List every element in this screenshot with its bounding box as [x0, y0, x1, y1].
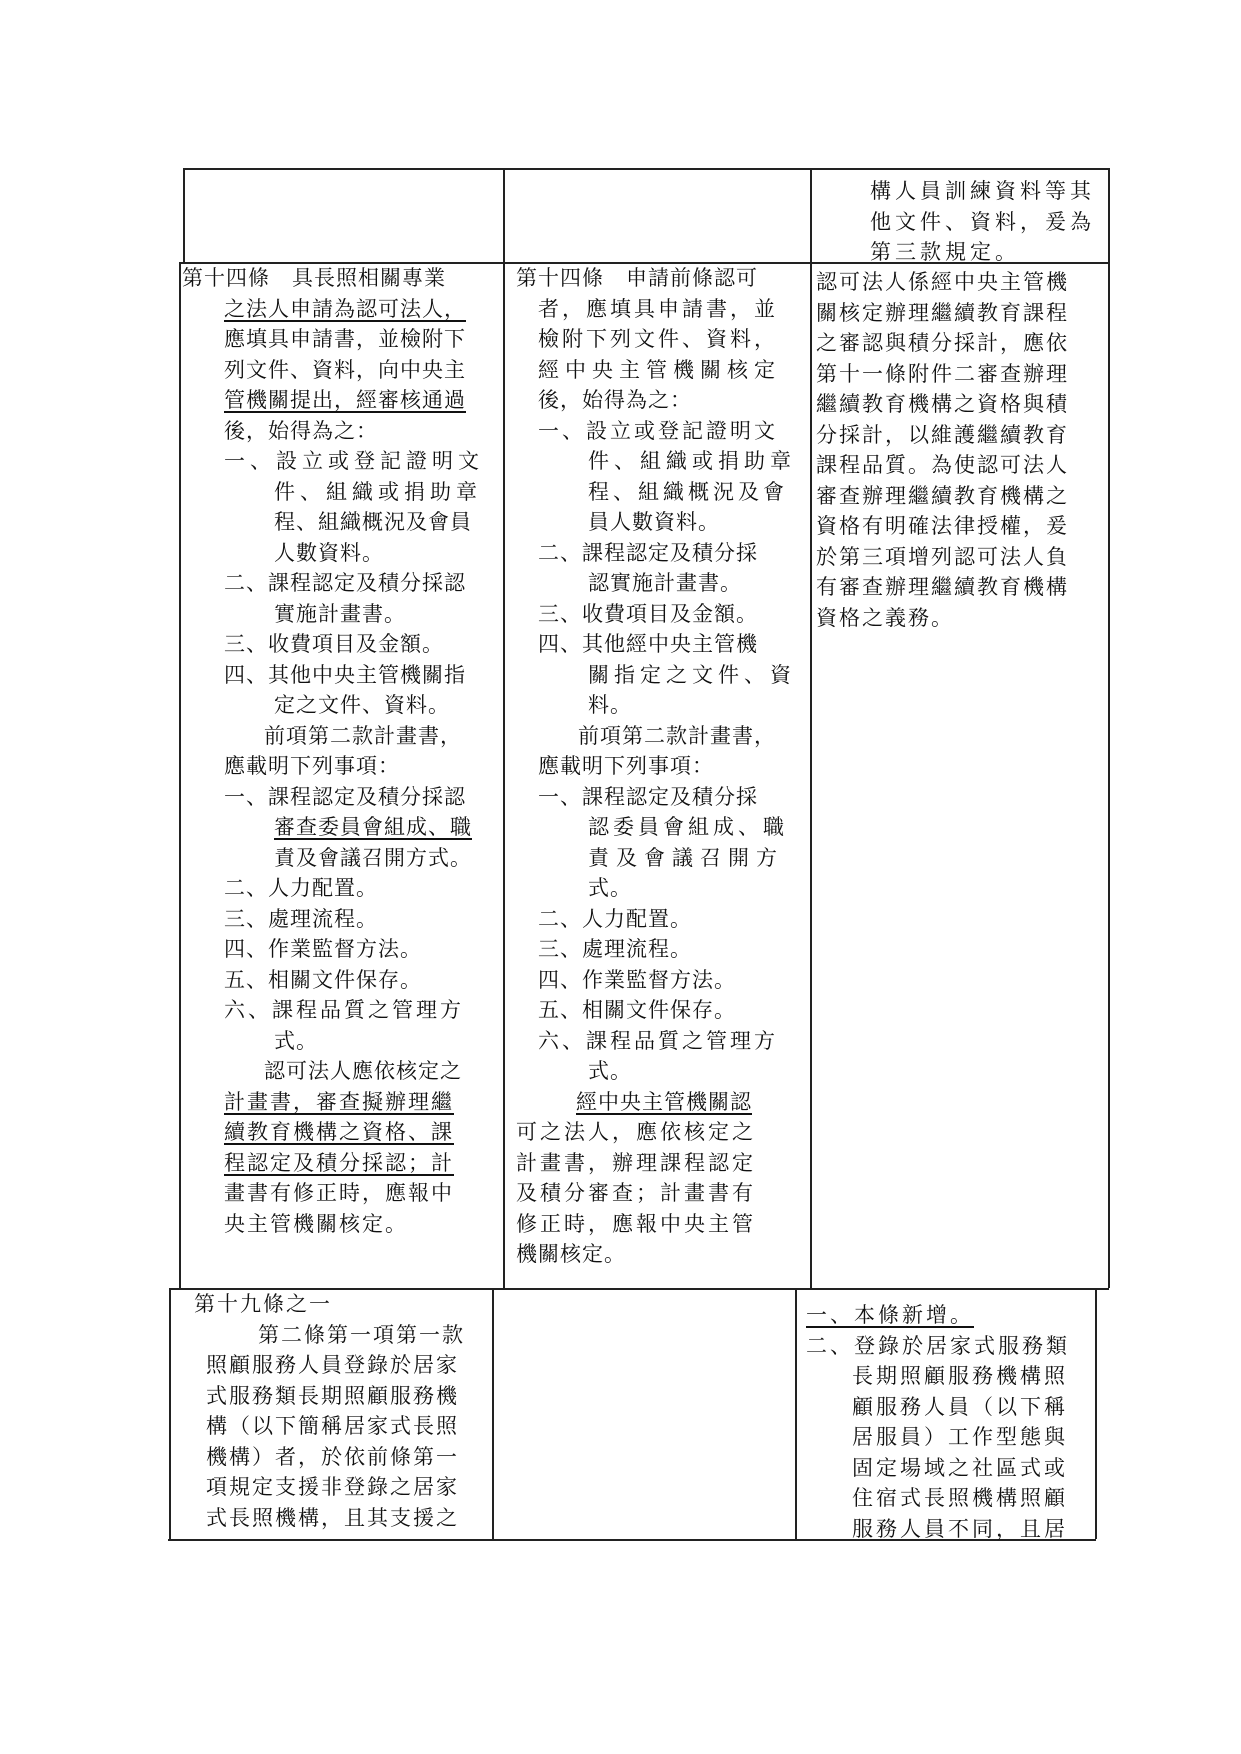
list-item: 一、課程認定及積分採: [538, 784, 758, 809]
list-item: 四、其他中央主管機關指: [224, 662, 466, 687]
column-divider-1b: [492, 1288, 494, 1539]
list-item: 二、登錄於居家式服務類: [806, 1333, 1070, 1358]
list-item: 二、課程認定及積分採認: [224, 571, 466, 595]
list-item-cont: 料。: [588, 693, 632, 717]
text-line: 機構）者，於依前條第一: [206, 1444, 459, 1469]
list-item: 二、人力配置。: [224, 876, 378, 900]
list-item-cont: 責及會議召開方: [588, 845, 784, 870]
list-item: 二、課程認定及積分採: [538, 540, 758, 565]
list-item-cont: 程、組織概況及會: [588, 479, 788, 504]
text-line: 第十一條附件二審查辦理: [816, 361, 1069, 386]
text-line: 者，應填具申請書，並: [538, 296, 778, 321]
list-item-cont: 審查委員會組成、職: [274, 815, 472, 839]
text-line: 管機關提出，經審核通過: [224, 388, 466, 412]
list-item-cont: 關指定之文件、資: [588, 662, 796, 687]
text-line: 認可法人係經中央主管機: [816, 270, 1069, 294]
list-item-cont: 人數資料。: [274, 540, 384, 565]
list-item-cont: 件、組織或捐助章: [274, 479, 482, 504]
text-line: 計畫書，辦理課程認定: [516, 1150, 756, 1175]
table-right-border-2: [1095, 1288, 1097, 1539]
paragraph-start: 前項第二款計畫書，: [264, 723, 462, 748]
column-divider-1: [503, 168, 505, 1288]
table-right-border: [1108, 168, 1110, 1288]
text-line: 計畫書，審查擬辦理繼: [224, 1089, 454, 1114]
list-item: 一、設立或登記證明文: [224, 449, 484, 473]
list-item-cont: 程、組織概況及會員: [274, 510, 472, 534]
paragraph-start: 認可法人應依核定之: [264, 1059, 462, 1083]
list-item-cont: 居服員）工作型態與: [852, 1425, 1068, 1449]
text-line: 於第三項增列認可法人負: [816, 544, 1069, 569]
row2-explanation-cell: [816, 267, 1106, 633]
text-line: 修正時，應報中央主管: [516, 1211, 756, 1236]
list-item-cont: 認委員會組成、職: [588, 815, 788, 839]
text-line: 關核定辦理繼續教育課程: [816, 300, 1069, 325]
table-left-border: [183, 168, 185, 262]
list-item-cont: 顧服務人員（以下稱: [852, 1394, 1068, 1419]
list-item-cont: 住宿式長照機構照顧: [852, 1486, 1068, 1510]
list-item-cont: 長期照顧服務機構照: [852, 1364, 1068, 1388]
list-item: 六、課程品質之管理方: [224, 998, 464, 1022]
list-item: 四、其他經中央主管機: [538, 632, 758, 656]
list-item-cont: 件、組織或捐助章: [588, 449, 796, 473]
list-item-cont: 責及會議召開方式。: [274, 845, 472, 870]
text-line: 經中央主管機關核定: [538, 357, 781, 382]
text-line: 可之法人，應依核定之: [516, 1120, 756, 1144]
text-line: 資格有明確法律授權，爰: [816, 514, 1069, 538]
list-item: 三、收費項目及金額。: [224, 632, 444, 656]
text-line: 之審認與積分採計，應依: [816, 331, 1069, 355]
list-item: 三、處理流程。: [538, 937, 692, 961]
text-line: 繼續教育機構之資格與積: [816, 392, 1069, 416]
list-item-cont: 式。: [588, 1059, 632, 1083]
text-line: 應載明下列事項：: [224, 754, 400, 778]
list-item: 四、作業監督方法。: [224, 937, 422, 961]
text-line: 之法人申請為認可法人，: [224, 296, 466, 321]
table-left-border-2: [179, 262, 181, 1288]
text-line: 課程品質。為使認可法人: [816, 453, 1069, 477]
list-item: 三、收費項目及金額。: [538, 601, 758, 626]
text-line: 式長照機構，且其支援之: [206, 1505, 459, 1530]
list-item: 二、人力配置。: [538, 906, 692, 931]
column-divider-2b: [795, 1288, 797, 1539]
text-line: 機關核定。: [516, 1242, 626, 1266]
text-line: 程認定及積分採認；計: [224, 1150, 454, 1175]
list-item-cont: 認實施計畫書。: [588, 571, 742, 595]
text-line: 後，始得為之：: [538, 388, 692, 412]
text-line: 有審查辦理繼續教育機構: [816, 575, 1069, 599]
list-item-cont: 式。: [274, 1028, 318, 1053]
text-line: 應填具申請書，並檢附下: [224, 327, 466, 351]
text-line: 續教育機構之資格、課: [224, 1120, 454, 1144]
list-item: 六、課程品質之管理方: [538, 1028, 778, 1053]
text-line: 項規定支援非登錄之居家: [206, 1475, 459, 1499]
list-item: 一、課程認定及積分採認: [224, 784, 466, 809]
row3-new-article-cell: [196, 1289, 490, 1533]
list-item-cont: 實施計畫書。: [274, 601, 406, 626]
column-divider-2: [810, 168, 812, 1288]
text-line: 央主管機關核定。: [224, 1211, 408, 1236]
row2-current-article-cell: [516, 263, 808, 1270]
list-item-cont: 員人數資料。: [588, 510, 720, 534]
list-item: 五、相關文件保存。: [224, 967, 422, 992]
row1-explanation-cell: [870, 176, 1106, 268]
text-line: 檢附下列文件、資料，: [538, 327, 778, 351]
row2-amended-article-cell: [182, 263, 502, 1239]
text-line: 應載明下列事項：: [538, 754, 714, 778]
text-line: 資格之義務。: [816, 605, 954, 630]
text-line: 構（以下簡稱居家式長照: [206, 1414, 459, 1438]
text-line: 構人員訓練資料等其: [870, 179, 1095, 203]
paragraph-start: 第二條第一項第一款: [258, 1322, 465, 1347]
article-heading: 第十九條之一: [194, 1292, 332, 1316]
list-item: 四、作業監督方法。: [538, 967, 736, 992]
table-left-border-3: [169, 1288, 171, 1539]
text-line: 式服務類長期照顧服務機: [206, 1383, 459, 1408]
row3-explanation-cell: [806, 1300, 1094, 1544]
text-line: 及積分審查；計畫書有: [516, 1181, 756, 1205]
list-item-cont: 定之文件、資料。: [274, 693, 450, 717]
list-item-cont: 式。: [588, 876, 632, 900]
text-line: 他文件、資料，爰為: [870, 209, 1095, 234]
text-line: 後，始得為之：: [224, 418, 378, 443]
table-top-border: [183, 168, 1109, 170]
text-line: 第三款規定。: [870, 240, 1020, 264]
list-item-cont: 固定場域之社區式或: [852, 1455, 1068, 1480]
list-item: 三、處理流程。: [224, 906, 378, 931]
text-line: 列文件、資料，向中央主: [224, 357, 466, 382]
list-item: 五、相關文件保存。: [538, 998, 736, 1022]
text-line: 畫書有修正時，應報中: [224, 1181, 454, 1205]
list-item: 一、本條新增。: [806, 1303, 974, 1327]
list-item: 一、設立或登記證明文: [538, 418, 778, 443]
article-heading: 第十四條 申請前條認可: [516, 266, 758, 290]
paragraph-start: 經中央主管機關認: [576, 1089, 752, 1114]
paragraph-start: 前項第二款計畫書，: [578, 723, 776, 748]
text-line: 分採計，以維護繼續教育: [816, 422, 1069, 447]
list-item-cont: 服務人員不同，且居: [852, 1516, 1068, 1541]
text-line: 照顧服務人員登錄於居家: [206, 1353, 459, 1377]
article-heading: 第十四條 具長照相關專業: [182, 266, 446, 290]
text-line: 審查辦理繼續教育機構之: [816, 483, 1069, 508]
